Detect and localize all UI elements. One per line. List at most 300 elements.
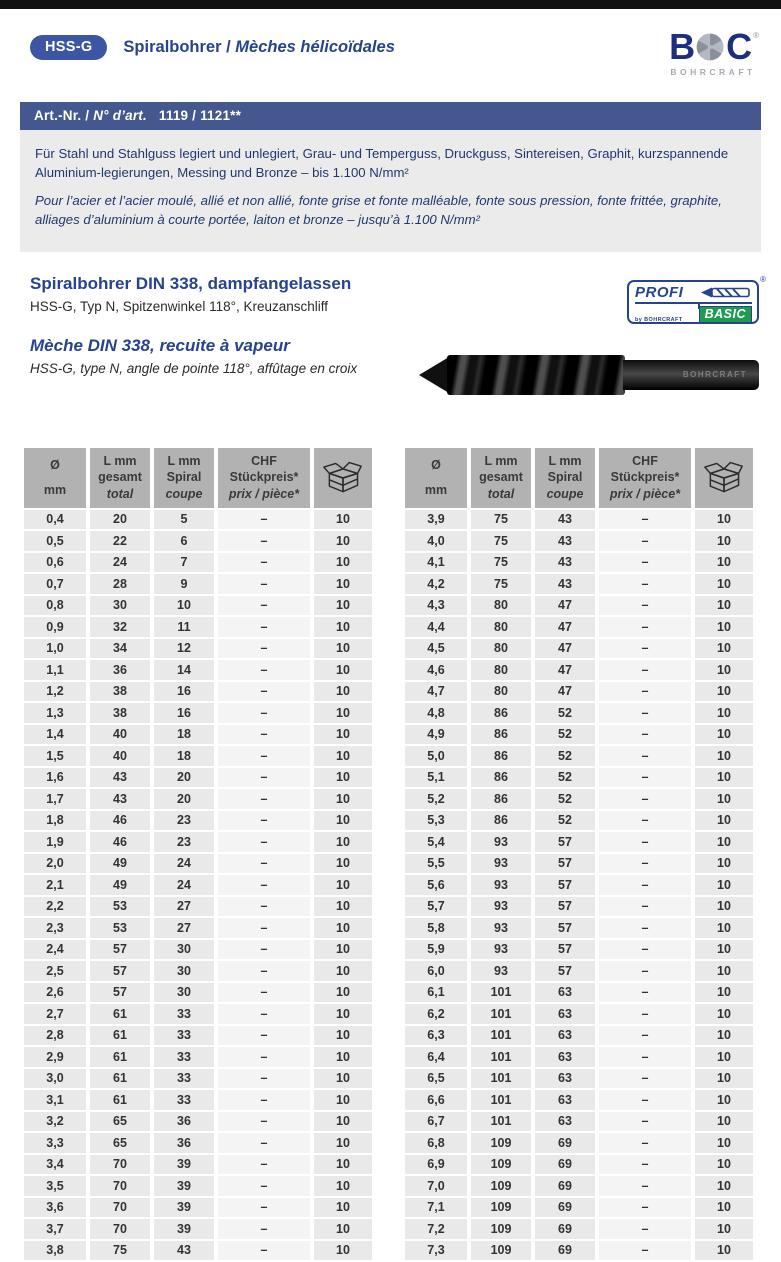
length-total-cell: 75 xyxy=(471,553,531,573)
table-row xyxy=(405,1112,753,1132)
spiral-length-cell: 23 xyxy=(154,832,214,852)
spiral-length-cell: 57 xyxy=(535,940,595,960)
dia-cell: 3,8 xyxy=(24,1241,86,1261)
dia-cell: 3,2 xyxy=(24,1112,86,1132)
length-total-cell: 109 xyxy=(471,1219,531,1239)
pack-qty-cell: 10 xyxy=(314,918,372,938)
length-total-cell: 34 xyxy=(90,639,150,659)
price-cell: – xyxy=(599,940,691,960)
spiral-length-cell: 23 xyxy=(154,811,214,831)
length-total-cell: 109 xyxy=(471,1241,531,1261)
dia-cell: 5,5 xyxy=(405,854,467,874)
length-total-cell: 32 xyxy=(90,617,150,637)
length-total-cell: 93 xyxy=(471,961,531,981)
price-cell: – xyxy=(599,703,691,723)
table-row xyxy=(405,832,753,852)
pack-qty-cell: 10 xyxy=(314,1241,372,1261)
dia-cell: 1,9 xyxy=(24,832,86,852)
table-row xyxy=(24,746,372,766)
price-cell: – xyxy=(218,617,310,637)
spiral-length-cell: 36 xyxy=(154,1112,214,1132)
length-total-cell: 70 xyxy=(90,1155,150,1175)
length-total-cell: 28 xyxy=(90,574,150,594)
basic-label: BASIC xyxy=(699,306,752,323)
table-row xyxy=(405,897,753,917)
price-cell: – xyxy=(218,1047,310,1067)
price-cell: – xyxy=(218,682,310,702)
dia-cell: 1,0 xyxy=(24,639,86,659)
table-row xyxy=(24,1047,372,1067)
spiral-length-cell: 36 xyxy=(154,1133,214,1153)
dia-cell: 3,9 xyxy=(405,510,467,530)
price-cell: – xyxy=(599,768,691,788)
spiral-length-cell: 47 xyxy=(535,682,595,702)
length-total-cell: 46 xyxy=(90,811,150,831)
product-subtitle-de: HSS-G, Typ N, Spitzenwinkel 118°, Kreuzanschliff xyxy=(30,298,329,314)
length-total-cell: 70 xyxy=(90,1198,150,1218)
pack-qty-cell: 10 xyxy=(695,660,753,680)
dia-cell: 2,5 xyxy=(24,961,86,981)
drill-bit-icon xyxy=(700,286,752,299)
length-total-cell: 80 xyxy=(471,660,531,680)
table-row xyxy=(24,617,372,637)
pack-qty-cell: 10 xyxy=(695,1047,753,1067)
pack-qty-cell: 10 xyxy=(314,768,372,788)
dia-cell: 4,8 xyxy=(405,703,467,723)
pack-qty-cell: 10 xyxy=(314,1069,372,1089)
table-row xyxy=(405,660,753,680)
artnr-value: 1119 / 1121** xyxy=(158,108,242,123)
col-header-diameter: Ø mm xyxy=(405,448,467,508)
price-cell: – xyxy=(218,811,310,831)
table-row xyxy=(24,1090,372,1110)
dia-cell: 7,0 xyxy=(405,1176,467,1196)
table-row xyxy=(24,983,372,1003)
table-row xyxy=(405,789,753,809)
table-row xyxy=(405,1198,753,1218)
dia-cell: 2,2 xyxy=(24,897,86,917)
dia-cell: 6,9 xyxy=(405,1155,467,1175)
dia-cell: 5,3 xyxy=(405,811,467,831)
pack-qty-cell: 10 xyxy=(314,1090,372,1110)
table-row xyxy=(24,596,372,616)
table-row xyxy=(24,1176,372,1196)
dia-cell: 5,9 xyxy=(405,940,467,960)
spiral-length-cell: 24 xyxy=(154,875,214,895)
spiral-length-cell: 30 xyxy=(154,983,214,1003)
spiral-length-cell: 39 xyxy=(154,1219,214,1239)
spiral-length-cell: 52 xyxy=(535,811,595,831)
dia-cell: 4,1 xyxy=(405,553,467,573)
dia-cell: 3,1 xyxy=(24,1090,86,1110)
price-cell: – xyxy=(599,596,691,616)
dia-cell: 4,4 xyxy=(405,617,467,637)
pack-qty-cell: 10 xyxy=(695,639,753,659)
price-cell: – xyxy=(218,596,310,616)
price-cell: – xyxy=(218,553,310,573)
pack-qty-cell: 10 xyxy=(695,1026,753,1046)
price-cell: – xyxy=(599,553,691,573)
dia-cell: 7,3 xyxy=(405,1241,467,1261)
length-total-cell: 38 xyxy=(90,703,150,723)
spiral-length-cell: 20 xyxy=(154,789,214,809)
price-cell: – xyxy=(599,854,691,874)
dia-cell: 0,7 xyxy=(24,574,86,594)
table-row xyxy=(24,875,372,895)
table-row xyxy=(405,639,753,659)
length-total-cell: 86 xyxy=(471,811,531,831)
pack-qty-cell: 10 xyxy=(695,811,753,831)
pack-qty-cell: 10 xyxy=(695,1004,753,1024)
price-cell: – xyxy=(218,789,310,809)
spiral-length-cell: 52 xyxy=(535,725,595,745)
dia-cell: 0,8 xyxy=(24,596,86,616)
length-total-cell: 49 xyxy=(90,875,150,895)
pack-qty-cell: 10 xyxy=(314,811,372,831)
table-row xyxy=(405,617,753,637)
spec-tables xyxy=(20,446,761,1262)
table-row xyxy=(24,897,372,917)
price-cell: – xyxy=(218,918,310,938)
package-box-icon xyxy=(702,458,746,498)
dia-cell: 2,7 xyxy=(24,1004,86,1024)
spiral-length-cell: 47 xyxy=(535,660,595,680)
table-row xyxy=(405,1069,753,1089)
price-cell: – xyxy=(218,1069,310,1089)
dia-cell: 6,5 xyxy=(405,1069,467,1089)
pack-qty-cell: 10 xyxy=(695,1069,753,1089)
product-subtitle-fr: HSS-G, type N, angle de pointe 118°, affûtage en croix xyxy=(30,360,358,376)
dia-cell: 2,1 xyxy=(24,875,86,895)
table-row xyxy=(24,832,372,852)
price-cell: – xyxy=(218,897,310,917)
spiral-length-cell: 47 xyxy=(535,639,595,659)
dia-cell: 6,2 xyxy=(405,1004,467,1024)
bohrcraft-logo xyxy=(669,26,761,77)
pack-qty-cell: 10 xyxy=(314,897,372,917)
pack-qty-cell: 10 xyxy=(314,1176,372,1196)
price-cell: – xyxy=(599,983,691,1003)
length-total-cell: 40 xyxy=(90,746,150,766)
length-total-cell: 53 xyxy=(90,897,150,917)
price-cell: – xyxy=(599,1198,691,1218)
spiral-length-cell: 18 xyxy=(154,746,214,766)
spiral-length-cell: 57 xyxy=(535,961,595,981)
dia-cell: 1,8 xyxy=(24,811,86,831)
price-cell: – xyxy=(599,660,691,680)
dia-cell: 6,6 xyxy=(405,1090,467,1110)
table-row xyxy=(24,1026,372,1046)
pack-qty-cell: 10 xyxy=(695,553,753,573)
length-total-cell: 61 xyxy=(90,1004,150,1024)
price-cell: – xyxy=(218,1004,310,1024)
dia-cell: 1,7 xyxy=(24,789,86,809)
dia-cell: 1,3 xyxy=(24,703,86,723)
table-row xyxy=(405,510,753,530)
pack-qty-cell: 10 xyxy=(314,1133,372,1153)
pack-qty-cell: 10 xyxy=(695,1219,753,1239)
length-total-cell: 80 xyxy=(471,639,531,659)
table-row xyxy=(24,682,372,702)
pack-qty-cell: 10 xyxy=(314,1198,372,1218)
col-header-spiral-length: L mm Spiral coupe xyxy=(535,448,595,508)
length-total-cell: 40 xyxy=(90,725,150,745)
price-cell: – xyxy=(218,574,310,594)
price-cell: – xyxy=(218,983,310,1003)
table-row xyxy=(24,1112,372,1132)
pack-qty-cell: 10 xyxy=(314,961,372,981)
dia-cell: 3,3 xyxy=(24,1133,86,1153)
top-divider-bar xyxy=(0,0,781,9)
length-total-cell: 109 xyxy=(471,1176,531,1196)
spiral-length-cell: 63 xyxy=(535,1047,595,1067)
price-cell: – xyxy=(599,1004,691,1024)
pack-qty-cell: 10 xyxy=(314,983,372,1003)
price-cell: – xyxy=(218,1219,310,1239)
length-total-cell: 86 xyxy=(471,703,531,723)
length-total-cell: 109 xyxy=(471,1133,531,1153)
registered-mark: ® xyxy=(753,30,759,40)
table-row xyxy=(405,1047,753,1067)
dia-cell: 2,8 xyxy=(24,1026,86,1046)
table-row xyxy=(405,596,753,616)
pack-qty-cell: 10 xyxy=(695,510,753,530)
dia-cell: 0,6 xyxy=(24,553,86,573)
spiral-length-cell: 63 xyxy=(535,1112,595,1132)
price-cell: – xyxy=(218,832,310,852)
spiral-length-cell: 33 xyxy=(154,1047,214,1067)
pack-qty-cell: 10 xyxy=(695,961,753,981)
pack-qty-cell: 10 xyxy=(314,703,372,723)
spiral-length-cell: 39 xyxy=(154,1176,214,1196)
spiral-length-cell: 43 xyxy=(535,553,595,573)
drill-flutes xyxy=(447,355,625,395)
spiral-length-cell: 5 xyxy=(154,510,214,530)
spiral-length-cell: 30 xyxy=(154,940,214,960)
price-cell: – xyxy=(599,1176,691,1196)
logo-wordmark: BOHRCRAFT xyxy=(670,67,756,77)
spiral-length-cell: 9 xyxy=(154,574,214,594)
length-total-cell: 38 xyxy=(90,682,150,702)
price-cell: – xyxy=(599,682,691,702)
pack-qty-cell: 10 xyxy=(695,768,753,788)
table-row xyxy=(405,854,753,874)
price-cell: – xyxy=(218,1090,310,1110)
length-total-cell: 61 xyxy=(90,1069,150,1089)
table-row xyxy=(405,1155,753,1175)
price-cell: – xyxy=(599,725,691,745)
price-cell: – xyxy=(599,1026,691,1046)
price-cell: – xyxy=(218,703,310,723)
price-cell: – xyxy=(599,1155,691,1175)
length-total-cell: 61 xyxy=(90,1090,150,1110)
length-total-cell: 53 xyxy=(90,918,150,938)
length-total-cell: 30 xyxy=(90,596,150,616)
table-row xyxy=(24,1155,372,1175)
table-row xyxy=(24,1219,372,1239)
pack-qty-cell: 10 xyxy=(314,875,372,895)
spiral-length-cell: 69 xyxy=(535,1155,595,1175)
dia-cell: 4,6 xyxy=(405,660,467,680)
price-cell: – xyxy=(599,746,691,766)
spiral-length-cell: 43 xyxy=(535,531,595,551)
table-row xyxy=(405,682,753,702)
dia-cell: 2,0 xyxy=(24,854,86,874)
length-total-cell: 93 xyxy=(471,875,531,895)
price-cell: – xyxy=(599,1133,691,1153)
spiral-length-cell: 39 xyxy=(154,1155,214,1175)
pack-qty-cell: 10 xyxy=(695,1176,753,1196)
length-total-cell: 75 xyxy=(471,531,531,551)
length-total-cell: 93 xyxy=(471,918,531,938)
pack-qty-cell: 10 xyxy=(314,1155,372,1175)
table-row xyxy=(24,811,372,831)
length-total-cell: 61 xyxy=(90,1026,150,1046)
spiral-length-cell: 27 xyxy=(154,897,214,917)
hssg-badge: HSS-G xyxy=(30,35,107,60)
pack-qty-cell: 10 xyxy=(314,639,372,659)
spiral-length-cell: 52 xyxy=(535,703,595,723)
price-cell: – xyxy=(218,1176,310,1196)
length-total-cell: 101 xyxy=(471,1004,531,1024)
table-row xyxy=(405,918,753,938)
spiral-length-cell: 69 xyxy=(535,1241,595,1261)
table-row xyxy=(24,1004,372,1024)
registered-mark: ® xyxy=(760,274,766,284)
spiral-length-cell: 63 xyxy=(535,983,595,1003)
price-cell: – xyxy=(218,854,310,874)
pack-qty-cell: 10 xyxy=(695,574,753,594)
logo-letter-b: B xyxy=(669,26,695,67)
product-block xyxy=(30,273,766,426)
price-cell: – xyxy=(218,746,310,766)
spiral-length-cell: 47 xyxy=(535,596,595,616)
length-total-cell: 80 xyxy=(471,682,531,702)
price-cell: – xyxy=(218,660,310,680)
spiral-length-cell: 24 xyxy=(154,854,214,874)
col-header-spiral-length: L mm Spiral coupe xyxy=(154,448,214,508)
table-row xyxy=(405,531,753,551)
length-total-cell: 101 xyxy=(471,1069,531,1089)
price-cell: – xyxy=(599,918,691,938)
dia-cell: 4,0 xyxy=(405,531,467,551)
length-total-cell: 61 xyxy=(90,1047,150,1067)
dia-cell: 5,1 xyxy=(405,768,467,788)
pack-qty-cell: 10 xyxy=(314,574,372,594)
dia-cell: 6,4 xyxy=(405,1047,467,1067)
spiral-length-cell: 43 xyxy=(535,510,595,530)
dia-cell: 1,4 xyxy=(24,725,86,745)
dia-cell: 4,3 xyxy=(405,596,467,616)
length-total-cell: 65 xyxy=(90,1133,150,1153)
spiral-length-cell: 14 xyxy=(154,660,214,680)
pack-qty-cell: 10 xyxy=(314,746,372,766)
dia-cell: 7,1 xyxy=(405,1198,467,1218)
price-cell: – xyxy=(218,1112,310,1132)
table-row xyxy=(24,1069,372,1089)
spiral-length-cell: 6 xyxy=(154,531,214,551)
material-description-box xyxy=(20,130,761,252)
length-total-cell: 101 xyxy=(471,1047,531,1067)
price-cell: – xyxy=(599,1069,691,1089)
dia-cell: 3,4 xyxy=(24,1155,86,1175)
table-row xyxy=(405,703,753,723)
spiral-length-cell: 39 xyxy=(154,1198,214,1218)
dia-cell: 3,6 xyxy=(24,1198,86,1218)
pack-qty-cell: 10 xyxy=(314,617,372,637)
length-total-cell: 101 xyxy=(471,1090,531,1110)
table-row xyxy=(405,725,753,745)
length-total-cell: 86 xyxy=(471,725,531,745)
spiral-length-cell: 43 xyxy=(154,1241,214,1261)
length-total-cell: 93 xyxy=(471,897,531,917)
col-header-pack xyxy=(314,448,372,508)
pack-qty-cell: 10 xyxy=(695,725,753,745)
pack-qty-cell: 10 xyxy=(695,940,753,960)
pack-qty-cell: 10 xyxy=(314,553,372,573)
spiral-length-cell: 43 xyxy=(535,574,595,594)
artnr-label-fr: N° d’art. xyxy=(93,108,147,123)
table-row xyxy=(405,768,753,788)
table-row xyxy=(24,531,372,551)
dia-cell: 1,1 xyxy=(24,660,86,680)
dia-cell: 1,5 xyxy=(24,746,86,766)
spiral-length-cell: 57 xyxy=(535,918,595,938)
length-total-cell: 43 xyxy=(90,768,150,788)
table-row xyxy=(24,725,372,745)
dia-cell: 6,7 xyxy=(405,1112,467,1132)
spiral-length-cell: 69 xyxy=(535,1133,595,1153)
dia-cell: 2,4 xyxy=(24,940,86,960)
profi-basic-logo xyxy=(627,274,766,324)
dia-cell: 2,3 xyxy=(24,918,86,938)
package-box-icon xyxy=(321,458,365,498)
price-cell: – xyxy=(599,1241,691,1261)
spiral-length-cell: 57 xyxy=(535,854,595,874)
pack-qty-cell: 10 xyxy=(695,596,753,616)
spec-table-right xyxy=(401,446,757,1262)
length-total-cell: 109 xyxy=(471,1198,531,1218)
table-row xyxy=(24,789,372,809)
spiral-length-cell: 52 xyxy=(535,789,595,809)
price-cell: – xyxy=(599,1090,691,1110)
table-row xyxy=(405,875,753,895)
table-row xyxy=(24,961,372,981)
spiral-length-cell: 63 xyxy=(535,1069,595,1089)
dia-cell: 6,0 xyxy=(405,961,467,981)
spiral-length-cell: 30 xyxy=(154,961,214,981)
pack-qty-cell: 10 xyxy=(314,1026,372,1046)
table-row xyxy=(24,1198,372,1218)
price-cell: – xyxy=(599,832,691,852)
spiral-length-cell: 33 xyxy=(154,1090,214,1110)
price-cell: – xyxy=(599,811,691,831)
dia-cell: 6,1 xyxy=(405,983,467,1003)
dia-cell: 3,7 xyxy=(24,1219,86,1239)
table-header-row xyxy=(405,448,753,508)
pack-qty-cell: 10 xyxy=(695,1112,753,1132)
price-cell: – xyxy=(218,1026,310,1046)
spiral-length-cell: 63 xyxy=(535,1004,595,1024)
table-row xyxy=(24,768,372,788)
table-row xyxy=(405,553,753,573)
pack-qty-cell: 10 xyxy=(695,897,753,917)
spiral-length-cell: 20 xyxy=(154,768,214,788)
pack-qty-cell: 10 xyxy=(314,854,372,874)
spiral-length-cell: 47 xyxy=(535,617,595,637)
length-total-cell: 93 xyxy=(471,854,531,874)
table-row xyxy=(24,1133,372,1153)
